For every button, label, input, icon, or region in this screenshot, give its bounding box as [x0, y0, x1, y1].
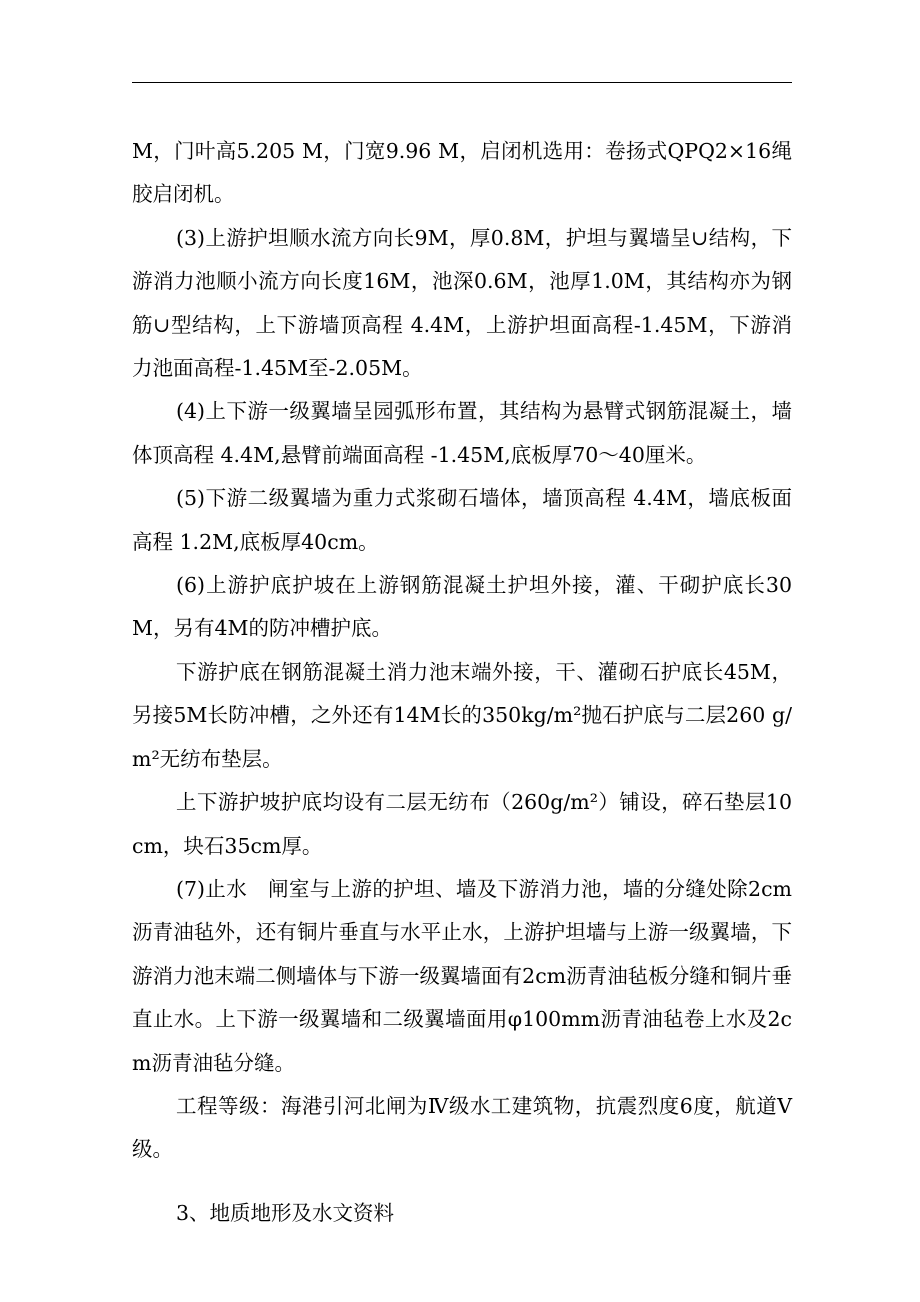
paragraph-water-stop: (7)止水 闸室与上游的护坦、墙及下游消力池，墙的分缝处除2cm沥青油毡外，还有铜片垂直与水平止水，上游护坦墙与上游一级翼墙，下游消力池末端二侧墙体与下游一级翼墙面有2cm沥青油毡板分缝和铜片垂直止水。上下游一级翼墙和二级翼墙面用φ100mm沥青油毡卷上水及2cm沥青油毡分缝。 — [132, 876, 792, 1075]
paragraph-project-grade: 工程等级：海港引河北闸为Ⅳ级水工建筑物，抗震烈度6度，航道Ⅴ级。 — [132, 1093, 792, 1162]
paragraph-gate-leaf: M，门叶高5.205 M，门宽9.96 M，启闭机选用：卷扬式QPQ2×16绳胶启闭机。 — [132, 139, 792, 207]
paragraph-upstream-apron: (3)上游护坦顺水流方向长9M，厚0.8M，护坦与翼墙呈∪结构，下游消力池顺小流方向长度16M，池深0.6M，池厚1.0M，其结构亦为钢筋∪型结构，上下游墙顶高程 4.4M，上游护坦面高程-1.45M，下游消力池面高程-1.45M至-2.05M。 — [132, 225, 792, 381]
paragraph-first-wing-wall: (4)上下游一级翼墙呈园弧形布置，其结构为悬臂式钢筋混凝土，墙体顶高程 4.4M,悬臂前端面高程 -1.45M,底板厚70～40厘米。 — [132, 399, 792, 467]
paragraph-second-wing-wall: (5)下游二级翼墙为重力式浆砌石墙体，墙顶高程 4.4M，墙底板面高程 1.2M,底板厚40cm。 — [132, 486, 792, 554]
paragraph-downstream-bed-protection: 下游护底在钢筋混凝土消力池末端外接，干、灌砌石护底长45M，另接5M长防冲槽，之外还有14M长的350kg/m²抛石护底与二层260 g/m²无纺布垫层。 — [132, 659, 792, 771]
paragraph-geotextile: 上下游护坡护底均设有二层无纺布（260g/m²）铺设，碎石垫层10cm，块石35cm厚。 — [132, 790, 792, 858]
header-rule — [132, 82, 792, 83]
section-heading: 3、地质地形及水文资料 — [176, 1201, 395, 1226]
paragraph-upstream-bed-protection: (6)上游护底护坡在上游钢筋混凝土护坦外接，灌、干砌护底长30M，另有4M的防冲槽护底。 — [132, 573, 792, 641]
document-body — [132, 130, 792, 1256]
